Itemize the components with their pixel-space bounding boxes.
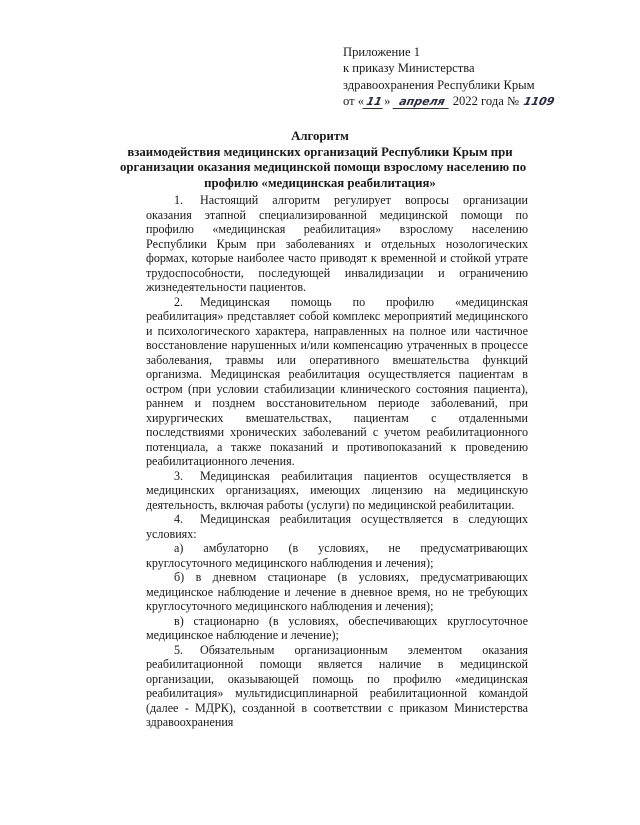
- paragraph-5: [146, 643, 528, 730]
- date-prefix: от «: [343, 94, 365, 109]
- paragraph-5-text: Обязательным организационным элементом оказания реабилитационной помощи является наличие в медицинской организации, оказывающей помощь по профилю «медицинская реабилитация» мультидисциплинарной реабилитационной командой (далее - МДРК), созданной в соответствии с приказом Министерства здравоохранения: [146, 642, 528, 729]
- annex-line-3: здравоохранения Республики Крым: [343, 77, 535, 92]
- order-number-handwritten: 1109: [522, 95, 556, 109]
- date-suffix: 2022 года №: [452, 94, 519, 109]
- paragraph-3-number: 3.: [174, 468, 184, 483]
- title-line-4: профилю «медицинская реабилитация»: [204, 175, 436, 190]
- paragraph-3-text: Медицинская реабилитация пациентов осуществляется в медицинских организациях, имеющих лицензию на медицинскую деятельность, включая работы (услуги) по медицинской реабилитации.: [146, 468, 528, 512]
- paragraph-2-text: Медицинская помощь по профилю «медицинская реабилитация» представляет собой комплекс мероприятий медицинского и психологического характера, направленных на полное или частичное восстановление нарушенных и/или компенсацию утраченных в процессе заболевания, травмы или оперативного вмешательства функций организма. Медицинская реабилитация осуществляется пациентам в остром (при условии стабилизации клинического состояния пациента), раннем и позднем восстановительном периоде заболеваний, при хирургических вмешательствах, пациентам с отдаленными последствиями хронических заболеваний с учетом реабилитационного потенциала, а также показаний и противопоказаний к проведению реабилитационного лечения.: [146, 294, 528, 468]
- annex-line-1: Приложение 1: [343, 45, 421, 59]
- document-title: [120, 129, 527, 191]
- paragraph-1: [146, 193, 528, 295]
- paragraph-4: [146, 512, 528, 541]
- title-line-1: Алгоритм: [291, 129, 349, 143]
- document-body: [146, 193, 528, 730]
- paragraph-4-text: Медицинская реабилитация осуществляется в следующих условиях:: [146, 512, 528, 541]
- paragraph-2: [146, 295, 528, 469]
- paragraph-4-item-a: а) амбулаторно (в условиях, не предусматривающих круглосуточного медицинского наблюдения и лечения);: [146, 541, 528, 570]
- date-mid: »: [384, 94, 391, 109]
- paragraph-4-number: 4.: [174, 512, 184, 526]
- paragraph-1-text: Настоящий алгоритм регулирует вопросы организации оказания этапной специализированной медицинской помощи по профилю «медицинская реабилитация» взрослому населению Республики Крым при заболеваниях и отдельных нозологических формах, которые наиболее часто приводят к временной и стойкой утрате трудоспособности, последующей инвалидизации и ограничению жизнедеятельности пациентов.: [146, 193, 528, 294]
- paragraph-4-item-b: б) в дневном стационаре (в условиях, предусматривающих медицинское наблюдение и лечение в дневное время, но не требующих круглосуточного медицинского наблюдения и лечения);: [146, 570, 528, 613]
- paragraph-2-number: 2.: [174, 294, 184, 309]
- paragraph-4-item-c: в) стационарно (в условиях, обеспечивающих круглосуточное медицинское наблюдение и лечение);: [146, 613, 528, 642]
- paragraph-1-number: 1.: [174, 193, 184, 207]
- paragraph-5-number: 5.: [174, 642, 184, 657]
- title-line-2: взаимодействия медицинских организаций Республики Крым при: [127, 144, 513, 159]
- title-line-3: организации оказания медицинской помощи взрослому населению по: [120, 160, 527, 175]
- annex-line-2: к приказу Министерства: [343, 61, 475, 76]
- date-day-handwritten: 11: [363, 95, 386, 109]
- annex-date-line: [343, 93, 603, 109]
- date-month-handwritten: апреля: [392, 95, 451, 109]
- paragraph-3: [146, 469, 528, 513]
- annex-block: [343, 44, 603, 110]
